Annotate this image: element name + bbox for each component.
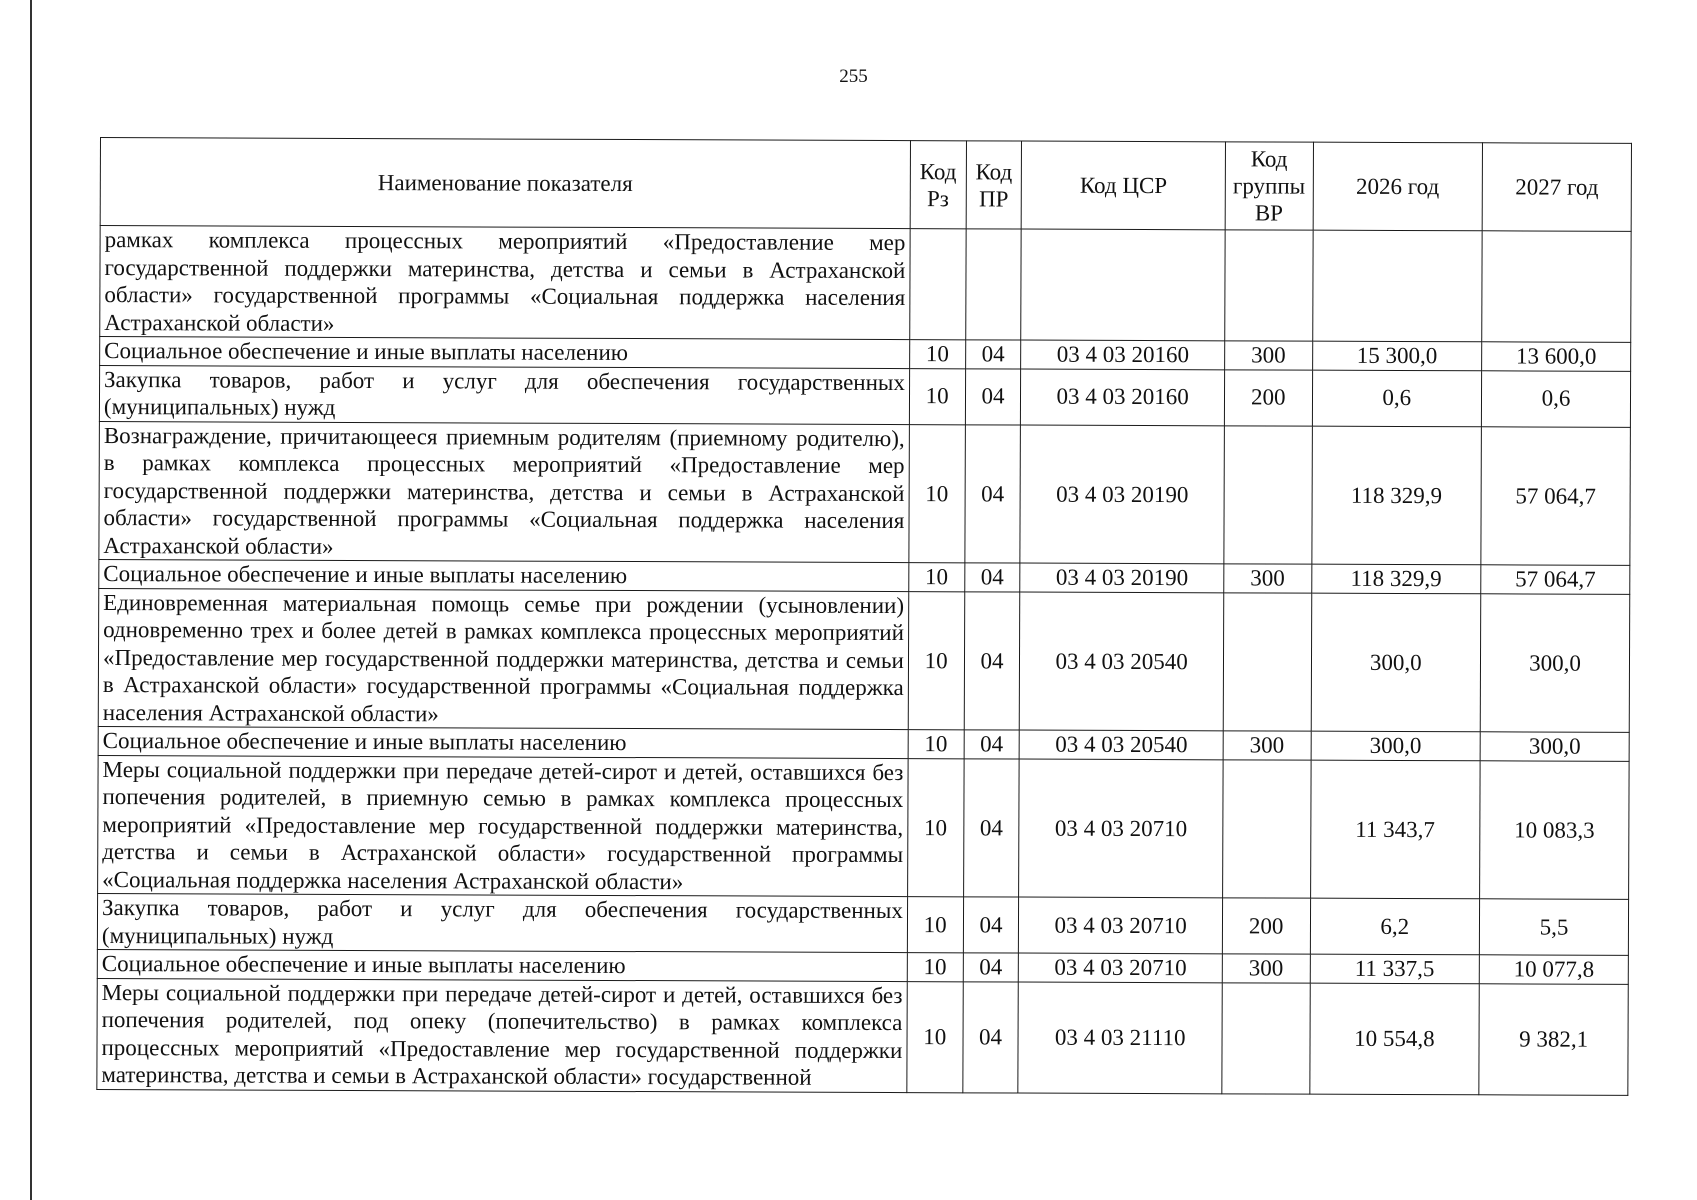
row-pr: 04 [962,981,1018,1092]
header-2026: 2026 год [1313,142,1483,231]
row-vr [1222,982,1310,1093]
table-row [97,893,1628,955]
row-csr: 03 4 03 20160 [1021,369,1225,426]
row-vr: 200 [1222,898,1310,954]
header-rz: Код Рз [910,141,966,229]
row-2026: 10 554,8 [1309,983,1479,1095]
table-row [97,978,1628,1095]
budget-table-container [96,137,1632,1095]
row-pr: 04 [963,758,1019,897]
row-rz: 10 [909,563,965,592]
row-name: Социальное обеспечение и иные выплаты населению [97,949,907,981]
row-rz: 10 [907,897,963,953]
row-csr: 03 4 03 20190 [1020,563,1224,592]
table-row [98,588,1630,732]
header-pr: Код ПР [966,141,1022,229]
row-pr [965,229,1021,340]
row-2026: 300,0 [1311,731,1481,760]
row-2027: 5,5 [1479,899,1628,956]
page-number: 255 [839,66,868,87]
row-csr: 03 4 03 20190 [1020,425,1224,564]
row-2026: 0,6 [1312,370,1482,427]
budget-table [96,137,1632,1095]
row-pr: 04 [965,368,1021,424]
row-2027: 9 382,1 [1479,983,1628,1095]
table-header-row [100,138,1631,232]
row-vr: 300 [1222,954,1310,983]
row-csr: 03 4 03 20540 [1020,730,1224,759]
row-2026: 11 337,5 [1310,954,1480,983]
row-csr: 03 4 03 21110 [1018,982,1222,1094]
row-rz: 10 [907,953,963,982]
row-name: Социальное обеспечение и иные выплаты населению [98,726,908,758]
row-rz: 10 [908,591,964,730]
row-2026: 300,0 [1311,593,1481,732]
row-vr: 300 [1223,731,1311,760]
row-name: рамках комплекса процессных мероприятий «Предоставление мер государственной поддержки материнства, детства и семьи в Астраханской области» государственной программы «Социальная поддержка населения Астраханской области» [100,226,910,340]
row-rz [910,229,966,340]
row-csr: 03 4 03 20710 [1019,897,1223,954]
row-csr: 03 4 03 20160 [1021,340,1225,369]
row-csr: 03 4 03 20540 [1020,592,1224,731]
row-2027 [1482,231,1631,343]
row-rz: 10 [909,340,965,369]
row-csr: 03 4 03 20710 [1019,953,1223,982]
row-pr: 04 [964,591,1020,730]
row-name: Вознаграждение, причитающееся приемным родителям (приемному родителю), в рамках комплекса процессных мероприятий «Предоставление мер государственной поддержки материнства, детства и семьи в Астраханской области» государственной программы «Социальная поддержка населения Астраханской области» [99,421,909,563]
row-pr: 04 [963,953,1019,982]
row-pr: 04 [964,424,1020,563]
row-2027: 13 600,0 [1482,342,1631,371]
row-rz: 10 [907,758,963,897]
row-vr [1223,759,1311,898]
row-2027: 300,0 [1480,732,1629,761]
table-row [99,365,1630,427]
row-2027: 57 064,7 [1481,565,1630,594]
row-vr: 200 [1224,369,1312,425]
row-rz: 10 [909,368,965,424]
row-2026: 118 329,9 [1311,426,1481,565]
row-pr: 04 [963,897,1019,953]
row-pr: 04 [964,563,1020,592]
row-name: Единовременная материальная помощь семье при рождении (усыновлении) одновременно трех и более детей в рамках комплекса процессных мероприятий «Предоставление мер государственной поддержки материнства, детства и семьи в Астраханской области» государственной программы «Социальная поддержка населения Астраханской области» [98,588,908,730]
table-row [98,755,1630,899]
header-csr: Код ЦСР [1022,141,1226,230]
row-name: Закупка товаров, работ и услуг для обеспечения государственных (муниципальных) нужд [99,365,909,424]
row-rz: 10 [909,424,965,563]
row-2026 [1312,230,1482,342]
row-2027: 0,6 [1482,370,1631,427]
row-vr: 300 [1225,341,1313,370]
row-2027: 57 064,7 [1481,426,1630,565]
table-row [99,421,1631,565]
row-2026: 11 343,7 [1310,760,1480,899]
row-name: Меры социальной поддержки при передаче детей-сирот и детей, оставшихся без попечения родителей, под опеку (попечительство) в рамках комплекса процессных мероприятий «Предоставление мер государственной поддержки материнства, детства и семьи в Астраханской области» государственной [97,978,907,1092]
header-vr: Код группы ВР [1225,142,1313,230]
row-vr [1225,230,1313,341]
row-2027: 300,0 [1480,593,1629,732]
row-vr [1223,592,1311,731]
row-2026: 15 300,0 [1312,341,1482,370]
row-2026: 118 329,9 [1311,564,1481,593]
page-binding-line [30,0,32,1200]
row-rz: 10 [908,730,964,759]
row-pr: 04 [964,730,1020,759]
row-name: Закупка товаров, работ и услуг для обеспечения государственных (муниципальных) нужд [97,893,907,952]
row-name: Меры социальной поддержки при передаче детей-сирот и детей, оставшихся без попечения родителей, в приемную семью в рамках комплекса процессных мероприятий «Предоставление мер государственной поддержки материнства, детства и семьи в Астраханской области» государственной программы «Социальная поддержка населения Астраханской области» [98,755,908,897]
row-rz: 10 [907,981,963,1092]
row-name: Социальное обеспечение и иные выплаты населению [100,337,910,369]
header-name: Наименование показателя [100,138,910,229]
row-name: Социальное обеспечение и иные выплаты населению [99,559,909,591]
row-2027: 10 083,3 [1480,760,1629,899]
row-vr [1224,425,1312,564]
row-2026: 6,2 [1310,898,1480,955]
row-csr [1021,229,1225,341]
row-csr: 03 4 03 20710 [1019,759,1223,898]
table-row [100,226,1631,343]
row-2027: 10 077,8 [1479,955,1628,984]
row-pr: 04 [965,340,1021,369]
row-vr: 300 [1224,564,1312,593]
header-2027: 2027 год [1482,143,1631,232]
